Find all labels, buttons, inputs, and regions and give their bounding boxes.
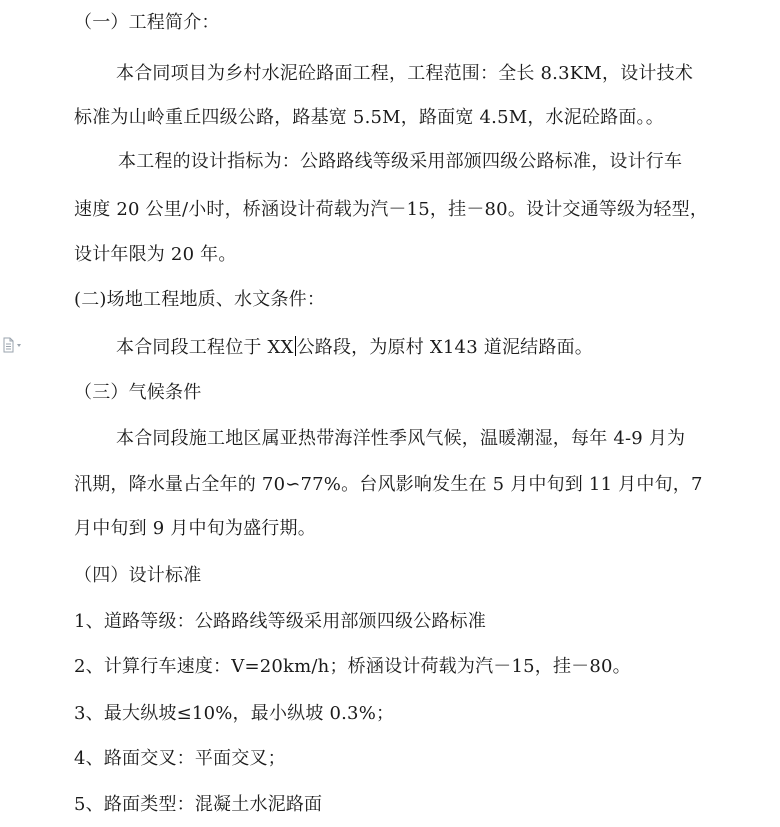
paragraph-line: 月中旬到 9 月中旬为盛行期。 <box>74 518 316 539</box>
paragraph-line: 设计年限为 20 年。 <box>74 244 237 265</box>
paragraph-options-icon[interactable] <box>2 337 24 353</box>
paragraph-line: 本工程的设计指标为：公路路线等级采用部颁四级公路标准，设计行车 <box>118 151 683 172</box>
paragraph-line: 本合同段施工地区属亚热带海洋性季风气候，温暖潮湿，每年 4-9 月为 <box>116 428 686 449</box>
paragraph-line <box>116 333 780 363</box>
paragraph-line: 标准为山岭重丘四级公路，路基宽 5.5M，路面宽 4.5M，水泥砼路面。。 <box>74 107 664 128</box>
list-item: 3、最大纵坡≤10%，最小纵坡 0.3%； <box>74 703 395 724</box>
text-cursor <box>295 336 296 356</box>
list-item: 1、道路等级：公路路线等级采用部颁四级公路标准 <box>74 611 487 632</box>
paragraph-line: 速度 20 公里/小时，桥涵设计荷载为汽－15，挂－80。设计交通等级为轻型， <box>74 199 709 220</box>
section-heading-design-standards: （四）设计标准 <box>74 565 202 586</box>
text-segment: 本合同段工程位于 XX <box>116 337 294 358</box>
text-segment: 公路段，为原村 X143 道泥结路面。 <box>296 337 593 358</box>
list-item: 2、计算行车速度：V=20km/h；桥涵设计荷载为汽－15，挂－80。 <box>74 656 631 677</box>
list-item: 5、路面类型：混凝土水泥路面 <box>74 794 323 815</box>
section-heading-project-overview: （一）工程简介： <box>74 12 220 33</box>
list-item: 4、路面交叉：平面交叉； <box>74 748 286 769</box>
paragraph-line: 本合同项目为乡村水泥砼路面工程，工程范围：全长 8.3KM，设计技术 <box>116 63 694 84</box>
section-heading-site-geology: (二)场地工程地质、水文条件： <box>74 289 326 310</box>
paragraph-line: 汛期，降水量占全年的 70∽77%。台风影响发生在 5 月中旬到 11 月中旬，7 <box>74 474 703 495</box>
section-heading-climate: （三）气候条件 <box>74 382 202 403</box>
